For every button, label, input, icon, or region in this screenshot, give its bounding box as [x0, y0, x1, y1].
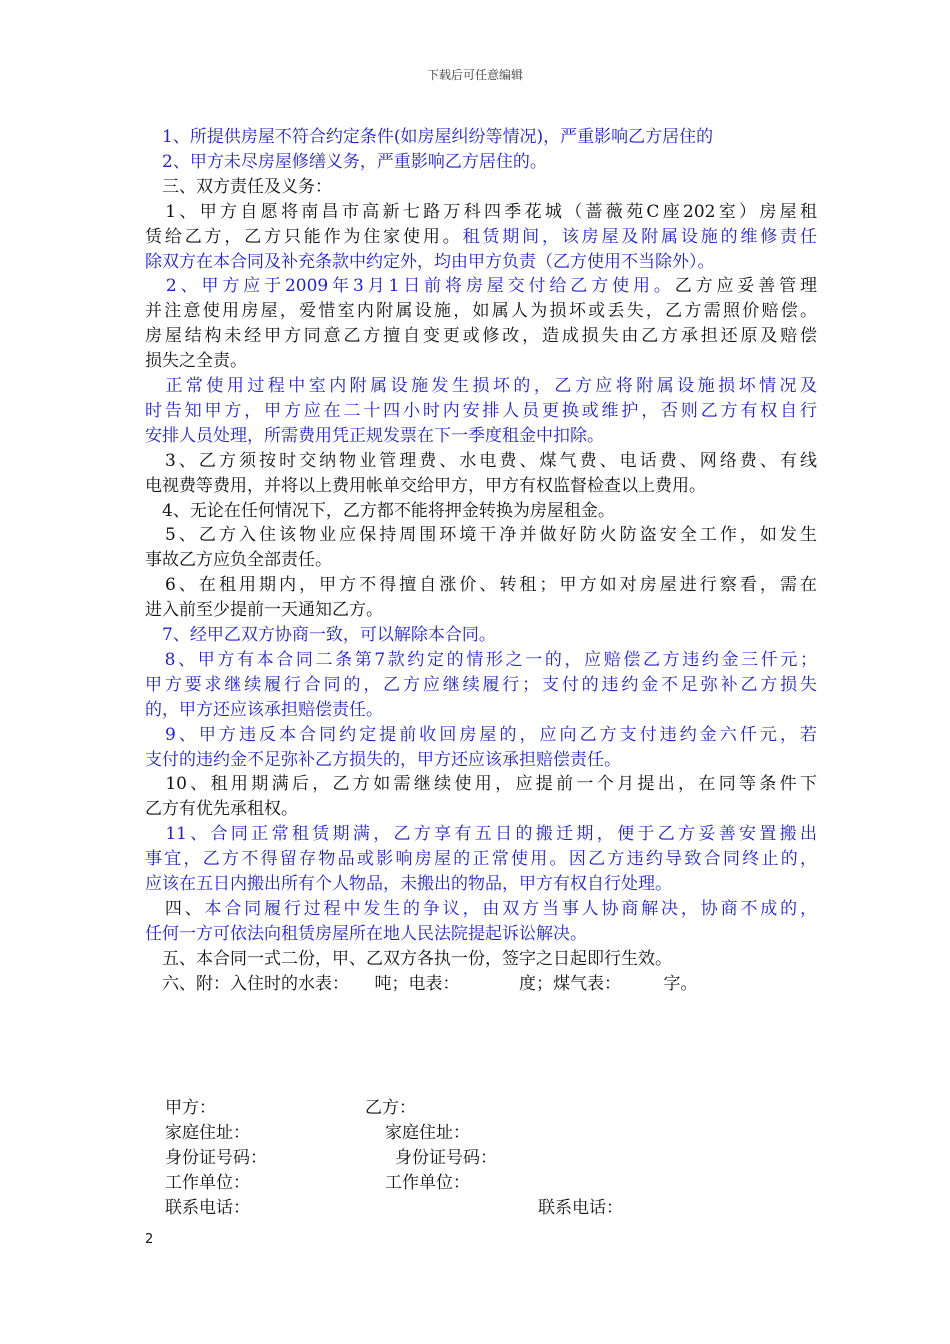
contract-line: 的，甲方还应该承担赔偿责任。 — [145, 699, 383, 720]
contract-line-segment: 本合同履行过程中发生的争议，由双方当事人协商解决，协商不成的， — [204, 898, 817, 919]
contract-line-segment: 2、甲方应于2009年3月1日前将房屋交付给乙方使用。 — [145, 276, 675, 297]
contract-line: 安排人员处理，所需费用凭正规发票在下一季度租金中扣除。 — [145, 425, 604, 446]
page-number: 2 — [145, 1232, 154, 1247]
contract-line: 时告知甲方，甲方应在二十四小时内安排人员更换或维护，否则乙方有权自行 — [145, 400, 817, 421]
contract-line: 事故乙方应负全部责任。 — [145, 550, 332, 571]
contract-line: 除双方在本合同及补充条款中约定外，均由甲方负责（乙方使用不当除外）。 — [145, 251, 715, 272]
contract-line: 3、乙方须按时交纳物业管理费、水电费、煤气费、电话费、网络费、有线 — [145, 450, 817, 471]
contract-line: 乙方有优先承租权。 — [145, 799, 298, 820]
contract-line: 2、甲方未尽房屋修缮义务，严重影响乙方居住的。 — [145, 151, 547, 172]
contract-line: 支付的违约金不足弥补乙方损失的，甲方还应该承担赔偿责任。 — [145, 749, 621, 770]
contract-line: 甲方要求继续履行合同的，乙方应继续履行；支付的违约金不足弥补乙方损失 — [145, 674, 817, 695]
party-a-address-label: 家庭住址： — [165, 1123, 250, 1143]
party-b-address-label: 家庭住址： — [385, 1123, 470, 1143]
contract-line: 5、乙方入住该物业应保持周围环境干净并做好防火防盗安全工作，如发生 — [145, 525, 817, 546]
contract-line: 7、经甲乙双方协商一致，可以解除本合同。 — [145, 625, 496, 645]
contract-line-segment: 四、 — [145, 898, 205, 919]
contract-line: 11、合同正常租赁期满，乙方享有五日的搬迁期，便于乙方妥善安置搬出 — [145, 824, 817, 845]
contract-line: 六、附：入住时的水表： 吨；电表： 度；煤气表： 字。 — [145, 973, 698, 994]
contract-line: 1、甲方自愿将南昌市高新七路万科四季花城（蔷薇苑C座202室）房屋租 — [145, 201, 817, 222]
contract-line — [145, 896, 817, 922]
contract-line: 电视费等费用，并将以上费用帐单交给甲方，甲方有权监督检查以上费用。 — [145, 475, 706, 496]
contract-line-segment: 赁给乙方，乙方只能作为住家使用。 — [145, 226, 463, 247]
contract-line — [145, 273, 817, 299]
contract-line: 房屋结构未经甲方同意乙方擅自变更或修改，造成损失由乙方承担还原及赔偿 — [145, 326, 817, 347]
contract-line: 损失之全责。 — [145, 351, 247, 372]
party-a-work-label: 工作单位： — [165, 1173, 250, 1193]
party-b-phone-label: 联系电话： — [538, 1198, 623, 1218]
contract-line: 9、甲方违反本合同约定提前收回房屋的，应向乙方支付违约金六仟元，若 — [145, 724, 817, 745]
party-b-label: 乙方： — [365, 1098, 416, 1118]
contract-line: 并注意使用房屋，爱惜室内附属设施，如属人为损坏或丢失，乙方需照价赔偿。 — [145, 301, 817, 322]
contract-line: 三、双方责任及义务： — [145, 176, 332, 197]
party-a-phone-label: 联系电话： — [165, 1198, 250, 1218]
contract-line-segment: 乙方应妥善管理 — [674, 276, 817, 297]
contract-line: 任何一方可依法向租赁房屋所在地人民法院提起诉讼解决。 — [145, 923, 587, 944]
party-a-label: 甲方： — [165, 1098, 216, 1118]
contract-line: 进入前至少提前一天通知乙方。 — [145, 600, 383, 621]
contract-line: 6、在租用期内，甲方不得擅自涨价、转租；甲方如对房屋进行察看，需在 — [145, 575, 817, 596]
contract-line — [145, 224, 817, 250]
contract-line: 事宜，乙方不得留存物品或影响房屋的正常使用。因乙方违约导致合同终止的， — [145, 849, 817, 870]
contract-line: 正常使用过程中室内附属设施发生损坏的，乙方应将附属设施损坏情况及 — [145, 376, 817, 396]
party-b-work-label: 工作单位： — [385, 1173, 470, 1193]
contract-line: 1、所提供房屋不符合约定条件(如房屋纠纷等情况)，严重影响乙方居住的 — [145, 127, 714, 147]
contract-line: 4、无论在任何情况下，乙方都不能将押金转换为房屋租金。 — [145, 500, 615, 521]
contract-line: 10、租用期满后，乙方如需继续使用，应提前一个月提出，在同等条件下 — [145, 774, 817, 795]
party-a-id-label: 身份证号码： — [165, 1148, 267, 1168]
contract-line: 8、甲方有本合同二条第7款约定的情形之一的，应赔偿乙方违约金三仟元； — [145, 649, 817, 670]
contract-line: 应该在五日内搬出所有个人物品，未搬出的物品，甲方有权自行处理。 — [145, 874, 672, 894]
contract-line: 五、本合同一式二份，甲、乙双方各执一份，签字之日起即行生效。 — [145, 948, 672, 969]
page-header: 下载后可任意编辑 — [426, 68, 523, 82]
party-b-id-label: 身份证号码： — [395, 1148, 497, 1168]
contract-line-segment: 租赁期间，该房屋及附属设施的维修责任 — [462, 226, 818, 247]
